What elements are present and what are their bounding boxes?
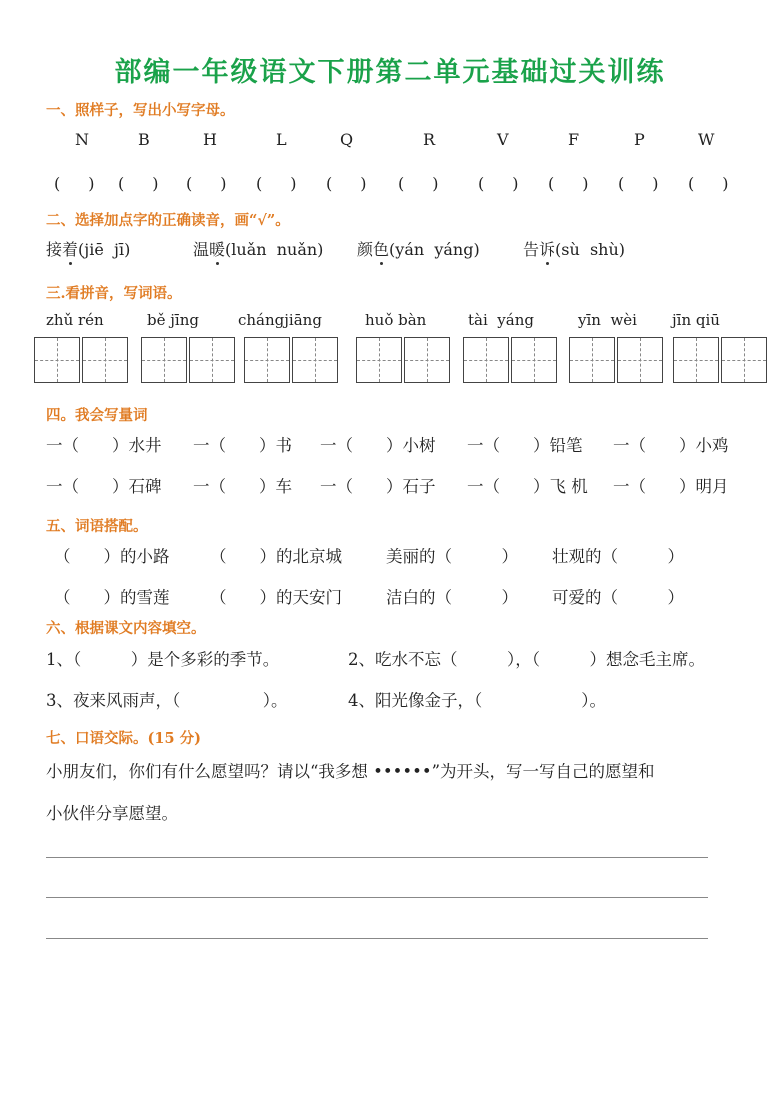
character: 温 (193, 240, 210, 259)
writing-grid[interactable] (244, 337, 340, 383)
tianzige-box[interactable] (244, 337, 290, 383)
uppercase-letter: B (138, 130, 150, 149)
writing-grid[interactable] (463, 337, 559, 383)
character: 接 (46, 240, 63, 259)
answer-blank[interactable]: ( ) (118, 174, 165, 193)
answer-line-3[interactable] (46, 938, 708, 939)
pinyin-label: bě jīng (147, 311, 199, 329)
dotted-character: 色 (373, 237, 389, 260)
tianzige-box[interactable] (463, 337, 509, 383)
pinyin-options[interactable]: (jiē jī) (78, 240, 131, 259)
pinyin-label: zhǔ rén (46, 311, 104, 329)
section-4-heading: 四。我会写量词 (46, 407, 148, 424)
answer-line-1[interactable] (46, 857, 708, 858)
measure-word-item[interactable]: 一（ ）水井 (46, 436, 162, 455)
answer-blank[interactable]: ( ) (256, 174, 303, 193)
answer-blank[interactable]: ( ) (398, 174, 445, 193)
section-3-heading: 三.看拼音，写词语。 (46, 285, 182, 302)
measure-word-item[interactable]: 一（ ）书 (193, 436, 292, 455)
tianzige-box[interactable] (34, 337, 80, 383)
measure-word-item[interactable]: 一（ ）石子 (320, 477, 436, 496)
answer-blank[interactable]: ( ) (54, 174, 101, 193)
fill-blank-4: 4、阳光像金子，（ ）。 (348, 691, 606, 710)
pinyin-label: huǒ bàn (365, 311, 427, 329)
word-match-item[interactable]: 洁白的（ ） (386, 588, 518, 607)
tianzige-box[interactable] (82, 337, 128, 383)
dotted-character: 着 (62, 237, 78, 260)
uppercase-letter: W (698, 130, 715, 149)
pinyin-options[interactable]: (sù shù) (555, 240, 626, 259)
tianzige-box[interactable] (292, 337, 338, 383)
pronunciation-item (523, 237, 625, 260)
oral-prompt-line-2: 小伙伴分享愿望。 (46, 804, 178, 823)
tianzige-box[interactable] (356, 337, 402, 383)
measure-word-item[interactable]: 一（ ）明月 (613, 477, 729, 496)
writing-grid[interactable] (356, 337, 452, 383)
pinyin-label: chángjiāng (238, 311, 322, 329)
pronunciation-item (357, 237, 480, 260)
pronunciation-item (46, 237, 130, 260)
answer-blank[interactable]: ( ) (478, 174, 525, 193)
measure-word-item[interactable]: 一（ ）小鸡 (613, 436, 729, 455)
worksheet-title: 部编一年级语文下册第二单元基础过关训练 (114, 57, 666, 88)
tianzige-box[interactable] (141, 337, 187, 383)
uppercase-letter: N (75, 130, 89, 149)
pinyin-label: yīn wèi (578, 311, 637, 329)
answer-blank[interactable]: ( ) (186, 174, 233, 193)
measure-word-item[interactable]: 一（ ）车 (193, 477, 292, 496)
measure-word-item[interactable]: 一（ ）铅笔 (467, 436, 583, 455)
tianzige-box[interactable] (404, 337, 450, 383)
writing-grid[interactable] (141, 337, 237, 383)
section-7-heading: 七、口语交际。(15 分) (46, 730, 201, 747)
oral-prompt-line-1: 小朋友们，你们有什么愿望吗？请以“我多想 ••••••”为开头，写一写自己的愿望和 (46, 762, 655, 781)
uppercase-letter: F (568, 130, 580, 149)
uppercase-letter: L (276, 130, 287, 149)
pinyin-options[interactable]: (yán yáng) (389, 240, 480, 259)
fill-blank-2: 2、吃水不忘（ ），（ ）想念毛主席。 (348, 650, 705, 669)
word-match-item[interactable]: 壮观的（ ） (552, 547, 684, 566)
writing-grid[interactable] (34, 337, 130, 383)
word-match-item[interactable]: （ ）的小路 (54, 547, 170, 566)
answer-blank[interactable]: ( ) (548, 174, 595, 193)
answer-blank[interactable]: ( ) (326, 174, 373, 193)
pronunciation-item (193, 237, 323, 260)
uppercase-letter: P (634, 130, 645, 149)
tianzige-box[interactable] (569, 337, 615, 383)
uppercase-letter: V (497, 130, 509, 149)
section-5-heading: 五、词语搭配。 (46, 518, 148, 535)
measure-word-item[interactable]: 一（ ）飞 机 (467, 477, 588, 496)
answer-line-2[interactable] (46, 897, 708, 898)
writing-grid[interactable] (673, 337, 769, 383)
word-match-item[interactable]: 美丽的（ ） (386, 547, 518, 566)
measure-word-item[interactable]: 一（ ）小树 (320, 436, 436, 455)
measure-word-item[interactable]: 一（ ）石碑 (46, 477, 162, 496)
pinyin-options[interactable]: (luǎn nuǎn) (225, 240, 324, 259)
tianzige-box[interactable] (511, 337, 557, 383)
tianzige-box[interactable] (617, 337, 663, 383)
dotted-character: 暖 (209, 237, 225, 260)
word-match-item[interactable]: （ ）的北京城 (210, 547, 342, 566)
section-1-heading: 一、照样子，写出小写字母。 (46, 102, 235, 119)
word-match-item[interactable]: 可爱的（ ） (552, 588, 684, 607)
tianzige-box[interactable] (673, 337, 719, 383)
tianzige-box[interactable] (189, 337, 235, 383)
dotted-character: 诉 (539, 237, 555, 260)
tianzige-box[interactable] (721, 337, 767, 383)
writing-grid[interactable] (569, 337, 665, 383)
uppercase-letter: R (423, 130, 436, 149)
character: 颜 (357, 240, 374, 259)
answer-blank[interactable]: ( ) (688, 174, 735, 193)
word-match-item[interactable]: （ ）的雪莲 (54, 588, 170, 607)
fill-blank-1: 1、（ ）是个多彩的季节。 (46, 650, 280, 669)
character: 告 (523, 240, 540, 259)
uppercase-letter: Q (340, 130, 354, 149)
pinyin-label: jīn qiū (672, 311, 720, 329)
fill-blank-3: 3、夜来风雨声，（ ）。 (46, 691, 288, 710)
section-2-heading: 二、选择加点字的正确读音，画“√”。 (46, 212, 290, 229)
uppercase-letter: H (203, 130, 217, 149)
answer-blank[interactable]: ( ) (618, 174, 665, 193)
word-match-item[interactable]: （ ）的天安门 (210, 588, 342, 607)
section-6-heading: 六、根据课文内容填空。 (46, 620, 206, 637)
pinyin-label: tài yáng (468, 311, 534, 329)
